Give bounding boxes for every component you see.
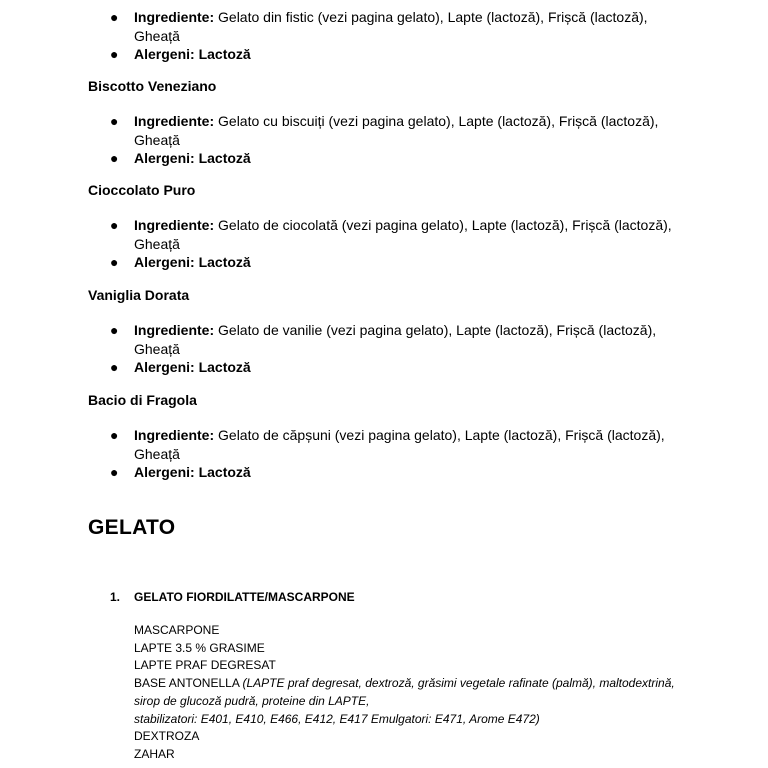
allergens-value: Lactoză <box>198 254 251 270</box>
ingredients-text: Gelato cu biscuiți (vezi pagina gelato), Lapte (lactoză), Frișcă (lactoză), <box>218 113 659 129</box>
allergens-label: Alergeni: <box>134 464 195 480</box>
allergens-value: Lactoză <box>198 150 251 166</box>
allergens-label: Alergeni: <box>134 46 195 62</box>
ingredients-text-cont: Gheață <box>134 27 180 44</box>
bullet-icon: ● <box>110 150 119 166</box>
recipe-line: LAPTE 3.5 % GRASIME <box>134 640 265 655</box>
ingredients-text-cont: Gheață <box>134 131 180 148</box>
recipe-line <box>134 693 704 711</box>
recipe-line: DEXTROZA <box>134 729 200 744</box>
allergens-value: Lactoză <box>198 359 251 375</box>
product-list <box>0 216 768 272</box>
product-title: Vaniglia Dorata <box>88 287 190 303</box>
ingredients-text: Gelato din fistic (vezi pagina gelato), Lapte (lactoză), Frișcă (lactoză), <box>218 9 648 25</box>
allergens-list-item <box>0 45 674 64</box>
product-title: Bacio di Fragola <box>88 392 197 408</box>
allergens-label: Alergeni: <box>134 150 195 166</box>
allergens-value: Lactoză <box>198 464 251 480</box>
ingredients-text: Gelato de ciocolată (vezi pagina gelato), Lapte (lactoză), Frișcă (lactoză), <box>218 217 672 233</box>
numbered-list-item <box>110 590 355 604</box>
recipe-line: LAPTE PRAF DEGRESAT <box>134 658 276 673</box>
bullet-icon: ● <box>110 254 119 270</box>
ingredients-text-cont: Gheață <box>134 340 180 357</box>
allergens-label: Alergeni: <box>134 254 195 270</box>
recipe-line <box>134 675 704 693</box>
ingredients-list-item <box>0 112 674 149</box>
bullet-icon: ● <box>110 359 119 375</box>
bullet-icon: ● <box>110 217 119 233</box>
recipe-line: ZAHAR <box>134 746 175 761</box>
ingredients-text-cont: Gheață <box>134 235 180 252</box>
recipe-base-composition: (LAPTE praf degresat, dextroză, grăsimi vegetale rafinate (palmă), maltodextrină, <box>242 676 675 691</box>
allergens-list-item <box>0 149 674 168</box>
bullet-icon: ● <box>110 464 119 480</box>
item-title: GELATO FIORDILATTE/MASCARPONE <box>134 590 355 604</box>
allergens-list-item <box>0 358 674 377</box>
product-list <box>0 112 768 168</box>
ingredients-label: Ingrediente: <box>134 427 215 443</box>
recipe-line <box>134 711 704 729</box>
ingredients-text: Gelato de vanilie (vezi pagina gelato), Lapte (lactoză), Frișcă (lactoză), <box>218 322 657 338</box>
recipe-base-composition-cont: sirop de glucoză pudră, proteine din LAPTE, <box>134 693 370 708</box>
allergens-value: Lactoză <box>198 46 251 62</box>
allergens-list-item <box>0 463 674 482</box>
ingredients-text-cont: Gheață <box>134 445 180 462</box>
recipe-line: MASCARPONE <box>134 623 220 637</box>
ingredients-text: Gelato de căpșuni (vezi pagina gelato), Lapte (lactoză), Frișcă (lactoză), <box>218 427 665 443</box>
recipe-base-composition-cont: stabilizatori: E401, E410, E466, E412, E417 Emulgatori: E471, Arome E472) <box>134 711 540 726</box>
bullet-icon: ● <box>110 46 119 62</box>
product-title: Cioccolato Puro <box>88 182 196 198</box>
allergens-list-item <box>0 253 674 272</box>
product-title: Biscotto Veneziano <box>88 78 217 94</box>
ingredients-label: Ingrediente: <box>134 113 215 129</box>
ingredients-label: Ingrediente: <box>134 217 215 233</box>
ingredients-list-item <box>0 216 674 253</box>
bullet-icon: ● <box>110 322 119 338</box>
top-item-list <box>0 8 768 64</box>
product-list <box>0 426 768 482</box>
bullet-icon: ● <box>110 9 119 25</box>
bullet-icon: ● <box>110 427 119 443</box>
recipe-base-name: BASE ANTONELLA <box>134 676 243 691</box>
ingredients-list-item <box>0 321 674 358</box>
section-heading: GELATO <box>88 516 176 539</box>
ingredients-list-item <box>0 8 674 45</box>
allergens-label: Alergeni: <box>134 359 195 375</box>
product-list <box>0 321 768 377</box>
ingredients-label: Ingrediente: <box>134 322 215 338</box>
bullet-icon: ● <box>110 113 119 129</box>
ingredients-label: Ingrediente: <box>134 9 215 25</box>
ingredients-list-item <box>0 426 674 463</box>
recipe-block <box>134 622 704 764</box>
item-number: 1. <box>110 590 121 604</box>
